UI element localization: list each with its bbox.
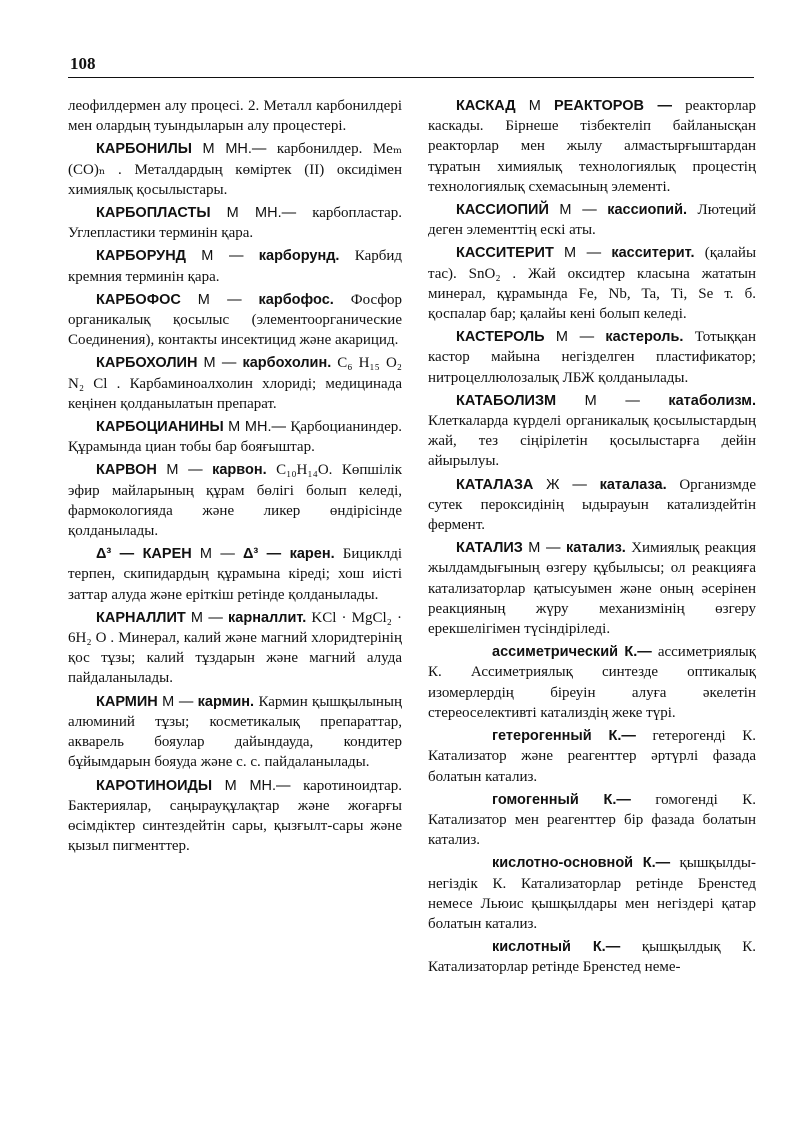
entry-definition: (қалайы тас). SnO₂ . Жай оксидтер класына жататын минерал, құрамында Fe, Nb, Ta, Ti, Se т. б. қоспалар бар; қалайы кені болып келеді. [428, 245, 757, 323]
entry-grammar: М МН.— [228, 419, 286, 436]
entry-russian: карборунд. [258, 248, 340, 265]
entry-term: КАРБОНИЛЫ [96, 141, 192, 158]
dictionary-entry [428, 96, 756, 197]
entry-definition: Кармин қышқылының алюминий тұзы; косметикалық препараттар, акварель бояулар дайындауда, кондитер бұйымдарын бояуда және с. с. пайдаланылады. [68, 693, 403, 771]
entry-russian: карвон. [212, 462, 267, 479]
dictionary-entry [428, 200, 756, 240]
header-rule [68, 77, 754, 78]
entry-term: КАТАЛИЗ [456, 540, 523, 557]
page-number: 108 [70, 54, 96, 73]
entry-definition: Химиялық реакция жылдамдығының өзгеру құбылысы; ол реакцияға катализаторлар қатысуымен және оның әсерінен реакцияның жүру механизмінің өзгеру ерекшелігімен түсіндіріледі. [428, 540, 756, 638]
entry-grammar: М МН.— [202, 141, 267, 158]
dictionary-entry [68, 460, 402, 541]
entry-term: гетерогенный К.— [492, 728, 636, 745]
entry-definition: Фосфор органикалық қосылыс (элементоорганические Соединения), контакты инсектицид және акарицид. [68, 291, 403, 349]
entry-term: КАРБОХОЛИН [96, 355, 198, 372]
entry-definition: карбонилдер. Meₘ (CO)ₙ . Металдардың көміртек (II) оксидімен химиялық қосылыстары. [68, 141, 403, 198]
entry-definition: Клеткаларда күрделі органикалық қосылыстардың жай, тез сіңірілетін қосылыстарға дейін айырылуы. [428, 413, 756, 470]
entry-term: КАССИОПИЙ [456, 202, 549, 219]
entry-russian: катаболизм. [668, 392, 757, 409]
entry-definition: Бициклді терпен, скипидардың құрамына кіреді; хош иісті заттар алуда және еріткіш ретінде қолданылады. [68, 546, 403, 603]
entry-definition: леофилдермен алу процесі. 2. Металл карбонилдері мен олардың туындыларын алу процестері. [68, 98, 402, 135]
entry-definition: C₆ H₁₅ O₂ N₂ Cl . Карбаминоалхолин хлориді; медицинада кеңінен қолданылатын препарат. [68, 355, 403, 412]
dictionary-entry [428, 391, 756, 472]
entry-term: КАРМИН [96, 693, 158, 710]
entry-term: КАРОТИНОИДЫ [96, 777, 213, 794]
entry-grammar: Ж — [546, 476, 587, 493]
entry-russian: кастероль. [605, 329, 684, 346]
entry-definition: қышқылдық К. Катализаторлар ретінде Бренстед неме- [428, 939, 756, 976]
entry-grammar: М МН.— [224, 777, 291, 794]
entry-grammar: М МН.— [226, 205, 297, 222]
entry-russian: катализ. [565, 540, 626, 557]
entry-term: ассиметрический К.— [492, 644, 652, 661]
entry-grammar: М — [199, 546, 235, 563]
entry-term: КАТАЛАЗА [456, 476, 534, 493]
entry-term: КАРБОРУНД [96, 248, 186, 265]
dictionary-entry [428, 475, 756, 536]
dictionary-entry [68, 776, 402, 857]
entry-term: КАРБОФОС [96, 291, 181, 308]
entry-russian: карбохолин. [242, 355, 332, 372]
entry-term: кислотно-основной К.— [492, 855, 671, 872]
entry-grammar: М — [190, 609, 223, 626]
dictionary-entry [68, 353, 402, 414]
entry-grammar: М — [584, 392, 640, 409]
entry-grammar: М — [166, 462, 203, 479]
entry-russian: кассиопий. [607, 202, 688, 219]
entry-definition: карбопластар. Углепластики терминін қара. [68, 205, 403, 242]
entry-russian: кармин. [197, 693, 255, 710]
dictionary-entry [428, 853, 756, 934]
entry-definition: Тотыққан кастор майына негізделген пластификатор; нитроцеллюлозалық ЛБЖ қолданылады. [428, 329, 756, 386]
entry-term: КАРНАЛЛИТ [96, 609, 186, 626]
entry-term: КАСТЕРОЛЬ [456, 329, 545, 346]
entry-grammar: М — [555, 329, 595, 346]
entry-grammar: М — [203, 355, 237, 372]
right-column [428, 96, 756, 981]
dictionary-entry [68, 290, 402, 351]
entry-term: КАССИТЕРИТ [456, 245, 554, 262]
dictionary-entry [68, 544, 402, 605]
entry-russian: касситерит. [611, 245, 695, 262]
dictionary-entry [428, 790, 756, 851]
left-column [68, 96, 402, 859]
dictionary-entry [68, 608, 402, 689]
dictionary-entry [428, 538, 756, 639]
dictionary-entry [68, 692, 402, 773]
entry-russian: карбофос. [258, 291, 334, 308]
entry-grammar: М — [564, 245, 602, 262]
dictionary-entry [428, 726, 756, 787]
entry-russian: каталаза. [599, 476, 667, 493]
dictionary-entry [68, 417, 402, 457]
dictionary-entry [428, 327, 756, 388]
entry-definition: Лютеций деген элементтің ескі аты. [428, 202, 756, 239]
entry-grammar: М [528, 98, 541, 114]
entry-definition: реакторлар каскады. Бірнеше тізбектеліп байланысқан реакторлар мен жылу алмастырғыштардан тұратын химиялық технологиялық процестің технологиялық схемасының элементі. [428, 98, 756, 195]
entry-term: КАРБОПЛАСТЫ [96, 205, 211, 222]
dictionary-entry [68, 246, 402, 286]
entry-definition: ассиметриялық К. Ассиметриялық синтезде оптикалық изомерлердің біреуін алуға әкелетін стереоселективті катализдің жеке түрі. [428, 644, 756, 721]
entry-definition: гомогенді К. Катализатор мен реагенттер бір фазада болатын катализ. [428, 791, 757, 849]
entry-grammar: М — [201, 248, 244, 265]
entry-definition: каротиноидтар. Бактериялар, саңырауқұлақтар және жоғарғы өсімдіктер синтездейтін сары, қызғылт-сары және қызыл пигменттер. [68, 777, 403, 855]
dictionary-entry [68, 139, 402, 200]
entry-definition: Организмде сутек пероксидінің ыдырауын катализдейтін фермент. [428, 476, 757, 534]
entry-russian: РЕАКТОРОВ — [554, 98, 672, 114]
entry-term: КАРВОН [96, 462, 157, 479]
entry-grammar: М — [559, 202, 597, 219]
entry-definition: Қарбоцианиндер. Құрамында циан тобы бар бояғыштар. [68, 419, 402, 456]
entry-russian: карналлит. [228, 609, 307, 626]
entry-definition: KCl · MgCl₂ · 6H₂ O . Минерал, калий және магний хлоридтерінің қос тұзы; калий тұздарын және магний алуда пайдаланылады. [68, 609, 403, 687]
dictionary-entry [428, 937, 756, 977]
entry-grammar: М — [162, 693, 194, 710]
entry-definition: қышқылды-негіздік К. Катализаторлар ретінде Бренстед немесе Льюис қышқылдары мен негіздері қатар болатын катализ. [428, 855, 756, 932]
entry-russian: Δ³ — карен. [243, 546, 335, 563]
entry-term: гомогенный К.— [492, 791, 631, 808]
entry-grammar: М — [528, 540, 561, 557]
entry-term: кислотный К.— [492, 939, 621, 956]
entry-definition: гетерогенді К. Катализатор және реагенттер әртүрлі фазада болатын катализ. [428, 728, 756, 785]
dictionary-entry [68, 96, 402, 136]
entry-term: КАТАБОЛИЗМ [456, 392, 557, 409]
entry-grammar: М — [197, 291, 242, 308]
entry-term: Δ³ — КАРЕН [96, 546, 192, 563]
entry-definition: C₁₀H₁₄O. Көпшілік эфир майларының құрам бөлігі болып келеді, фармокологияда және ликер өндірісінде қолданылады. [68, 462, 403, 540]
entry-term: КАСКАД [456, 98, 516, 114]
dictionary-entry [68, 203, 402, 243]
dictionary-entry [428, 243, 756, 324]
entry-term: КАРБОЦИАНИНЫ [96, 419, 224, 436]
dictionary-entry [428, 642, 756, 723]
entry-definition: Карбид кремния терминін қара. [68, 248, 403, 285]
